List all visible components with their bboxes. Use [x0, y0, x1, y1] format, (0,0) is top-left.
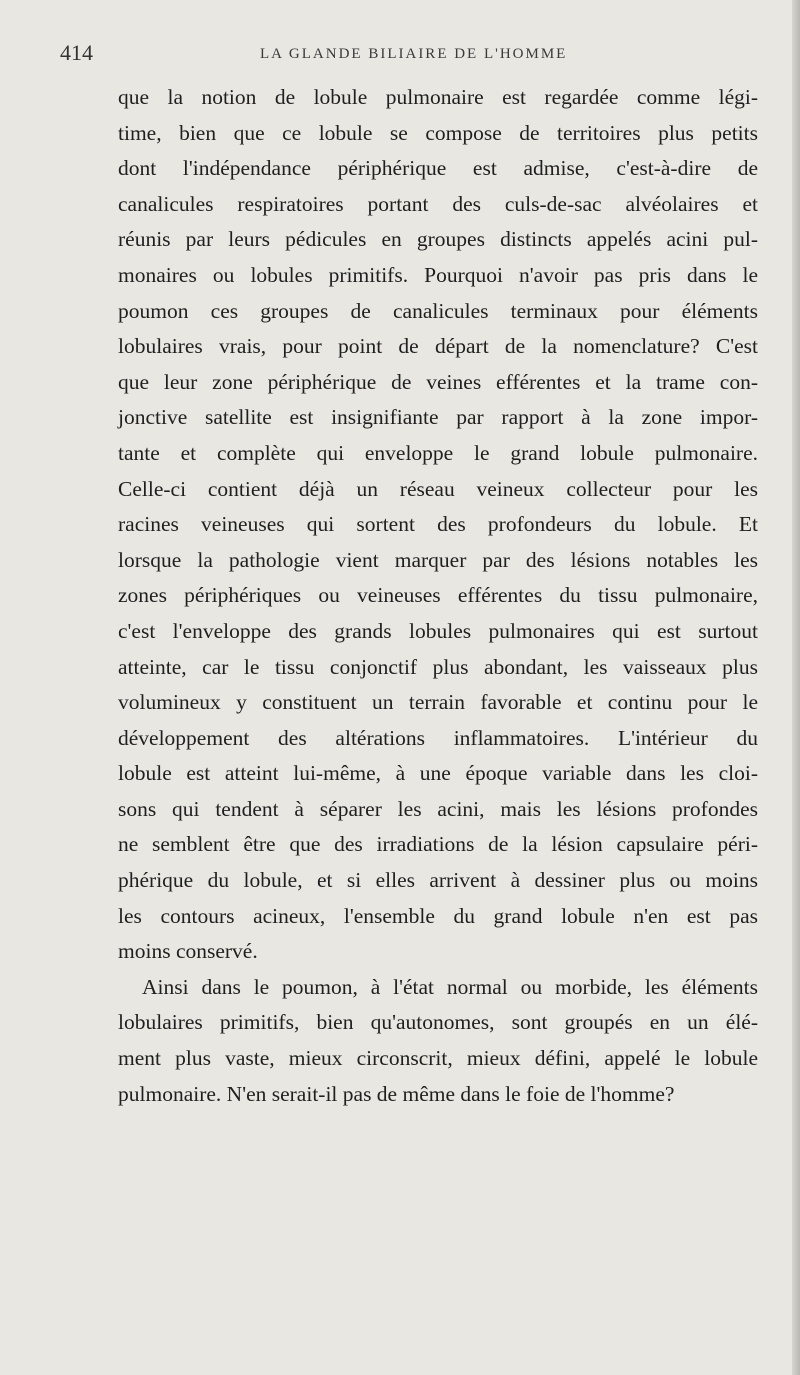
- text-line: phérique du lobule, et si elles arrivent à dessiner plus ou moins: [118, 868, 758, 893]
- page-edge: [792, 0, 800, 1375]
- text-line: lobulaires vrais, pour point de départ de la nomenclature? C'est: [118, 334, 758, 359]
- text-line: pulmonaire. N'en serait-il pas de même dans le foie de l'homme?: [118, 1081, 675, 1106]
- text-line: que leur zone périphérique de veines efférentes et la trame con-: [118, 369, 758, 394]
- paragraph-2: [118, 970, 758, 1112]
- text-line: time, bien que ce lobule se compose de territoires plus petits: [118, 120, 758, 145]
- text-line: zones périphériques ou veineuses efférentes du tissu pulmonaire,: [118, 583, 758, 608]
- text-line: tante et complète qui enveloppe le grand lobule pulmonaire.: [118, 440, 758, 465]
- text-line: canalicules respiratoires portant des culs-de-sac alvéolaires et: [118, 191, 758, 216]
- text-line: développement des altérations inflammatoires. L'intérieur du: [118, 725, 758, 750]
- text-line: Celle-ci contient déjà un réseau veineux collecteur pour les: [118, 476, 758, 501]
- text-line: réunis par leurs pédicules en groupes distincts appelés acini pul-: [118, 227, 758, 252]
- text-line: les contours acineux, l'ensemble du grand lobule n'en est pas: [118, 903, 758, 928]
- text-line: poumon ces groupes de canalicules terminaux pour éléments: [118, 298, 758, 323]
- text-line: monaires ou lobules primitifs. Pourquoi n'avoir pas pris dans le: [118, 262, 758, 287]
- page-number: 414: [60, 40, 93, 65]
- text-line: c'est l'enveloppe des grands lobules pulmonaires qui est surtout: [118, 618, 758, 643]
- text-line: lorsque la pathologie vient marquer par des lésions notables les: [118, 547, 758, 572]
- text-line: dont l'indépendance périphérique est admise, c'est-à-dire de: [118, 156, 758, 181]
- text-line: lobulaires primitifs, bien qu'autonomes, sont groupés en un élé-: [118, 1010, 758, 1035]
- text-line: que la notion de lobule pulmonaire est regardée comme légi-: [118, 85, 758, 109]
- text-line: jonctive satellite est insignifiante par rapport à la zone impor-: [118, 405, 758, 430]
- body-text: [118, 80, 758, 1112]
- text-line: atteinte, car le tissu conjonctif plus abondant, les vaisseaux plus: [118, 654, 758, 679]
- text-line: moins conservé.: [118, 939, 258, 964]
- text-line: ment plus vaste, mieux circonscrit, mieux défini, appelé le lobule: [118, 1046, 758, 1071]
- text-line: Ainsi dans le poumon, à l'état normal ou morbide, les éléments: [142, 974, 758, 999]
- text-line: volumineux y constituent un terrain favorable et continu pour le: [118, 690, 758, 715]
- paragraph-1: [118, 80, 758, 970]
- text-line: lobule est atteint lui-même, à une époque variable dans les cloi-: [118, 761, 758, 786]
- page-header: [60, 40, 760, 72]
- text-line: ne semblent être que des irradiations de la lésion capsulaire péri-: [118, 832, 758, 857]
- running-title: LA GLANDE BILIAIRE DE L'HOMME: [260, 46, 568, 62]
- text-line: racines veineuses qui sortent des profondeurs du lobule. Et: [118, 512, 758, 537]
- text-line: sons qui tendent à séparer les acini, mais les lésions profondes: [118, 796, 758, 821]
